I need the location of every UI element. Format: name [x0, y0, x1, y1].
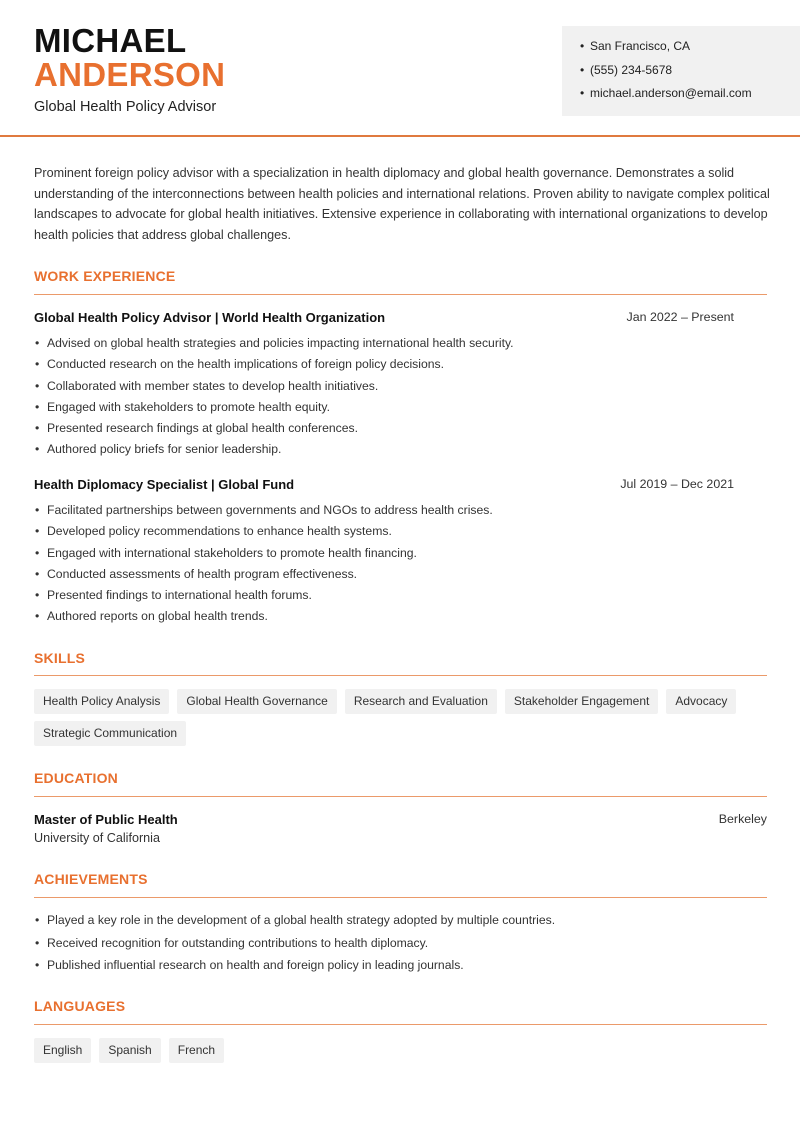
skill-chip: Research and Evaluation: [345, 689, 497, 714]
list-item: • Facilitated partnerships between governments and NGOs to address health crises.: [34, 503, 767, 524]
list-item: • Published influential research on health and foreign policy in leading journals.: [34, 958, 767, 981]
skill-chip: Strategic Communication: [34, 721, 186, 746]
job-bullets: [34, 336, 767, 464]
skills-list: [34, 689, 767, 746]
job-heading: [34, 477, 767, 492]
language-chip: French: [169, 1038, 224, 1063]
list-item: • Authored reports on global health trends.: [34, 609, 767, 630]
list-item: • Engaged with stakeholders to promote health equity.: [34, 400, 767, 421]
contact-email[interactable]: • michael.anderson@email.com: [580, 85, 800, 109]
job-heading-text: Global Health Policy Advisor | World Health Organization: [34, 310, 386, 325]
section-title-skills: SKILLS: [34, 650, 85, 666]
section-title-languages: LANGUAGES: [34, 998, 126, 1014]
contact-location: • San Francisco, CA: [580, 38, 800, 62]
list-item: • Engaged with international stakeholders to promote health financing.: [34, 546, 767, 567]
language-chip: English: [34, 1038, 91, 1063]
section-title-achievements: ACHIEVEMENTS: [34, 871, 148, 887]
first-name: MICHAEL: [34, 22, 187, 59]
list-item: • Conducted research on the health implications of foreign policy decisions.: [34, 357, 767, 378]
section-divider: [34, 675, 767, 676]
education-location: Berkeley: [718, 812, 767, 826]
section-divider: [34, 796, 767, 797]
contact-box: [562, 26, 800, 116]
list-item: • Presented findings to international health forums.: [34, 588, 767, 609]
skill-chip: Health Policy Analysis: [34, 689, 169, 714]
education-degree: Master of Public Health: [34, 812, 178, 827]
skill-chip: Global Health Governance: [177, 689, 336, 714]
skill-chip: Stakeholder Engagement: [505, 689, 658, 714]
language-chip: Spanish: [99, 1038, 160, 1063]
list-item: • Developed policy recommendations to enhance health systems.: [34, 524, 767, 545]
summary: Prominent foreign policy advisor with a specialization in health diplomacy and global health governance. Demonstrates a solid understanding of the interconnections between health policies and international relations. Proven ability to navigate complex political landscapes to advocate for global health initiatives. Extensive experience in collaborating with international organizations to develop health policies that address global challenges.: [34, 166, 770, 243]
section-divider: [34, 1024, 767, 1025]
job-heading-text: Health Diplomacy Specialist | Global Fund: [34, 477, 295, 492]
list-item: • Conducted assessments of health program effectiveness.: [34, 567, 767, 588]
job-title: Global Health Policy Advisor: [34, 99, 217, 115]
job-dates: Jan 2022 – Present: [626, 310, 734, 324]
achievements-list: [34, 913, 767, 981]
job-dates: Jul 2019 – Dec 2021: [620, 477, 734, 491]
list-item: • Played a key role in the development of a global health strategy adopted by multiple countries.: [34, 913, 767, 936]
contact-phone: • (555) 234-5678: [580, 62, 800, 86]
section-divider: [34, 294, 767, 295]
languages-list: [34, 1038, 767, 1063]
last-name: ANDERSON: [34, 56, 226, 93]
list-item: • Received recognition for outstanding contributions to health diplomacy.: [34, 936, 767, 959]
list-item: • Collaborated with member states to develop health initiatives.: [34, 379, 767, 400]
job-heading: [34, 310, 767, 325]
section-title-work: WORK EXPERIENCE: [34, 268, 176, 284]
section-divider: [34, 897, 767, 898]
list-item: • Authored policy briefs for senior leadership.: [34, 442, 767, 463]
list-item: • Advised on global health strategies and policies impacting international health security.: [34, 336, 767, 357]
resume-header: [0, 0, 800, 137]
section-title-education: EDUCATION: [34, 770, 118, 786]
list-item: • Presented research findings at global health conferences.: [34, 421, 767, 442]
skill-chip: Advocacy: [666, 689, 736, 714]
job-bullets: [34, 503, 767, 631]
education-school: University of California: [34, 831, 160, 845]
